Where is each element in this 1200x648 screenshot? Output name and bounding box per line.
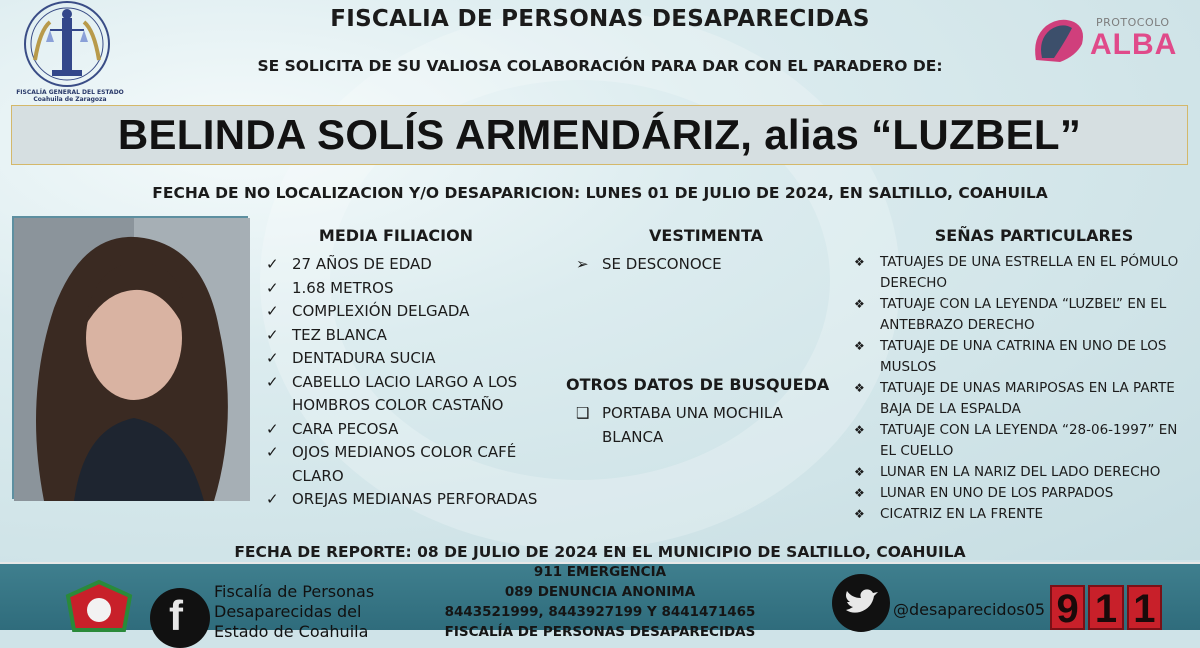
diamond-bullet-icon: ❖ — [854, 381, 865, 395]
otros-datos-list — [574, 402, 844, 449]
media-filiacion-title: MEDIA FILIACION — [318, 226, 474, 245]
list-item: ❖ TATUAJE CON LA LEYENDA “28-06-1997” EN EL CUELLO — [854, 422, 1178, 459]
page-title: FISCALIA DE PERSONAS DESAPARECIDAS — [330, 6, 870, 32]
otros-datos-title: OTROS DATOS DE BUSQUEDA — [566, 375, 830, 394]
list-item: ✓ COMPLEXIÓN DELGADA — [264, 300, 554, 324]
checkmark-icon: ✓ — [266, 349, 279, 367]
diamond-bullet-icon: ❖ — [854, 486, 865, 500]
facebook-icon[interactable]: f — [150, 588, 210, 648]
senas-title: SEÑAS PARTICULARES — [934, 226, 1134, 245]
list-item: ✓ CABELLO LACIO LARGO A LOS HOMBROS COLOR CASTAÑO — [266, 372, 518, 414]
vestimenta-list — [574, 253, 844, 277]
media-filiacion-list — [264, 253, 554, 512]
diamond-bullet-icon: ❖ — [854, 255, 865, 269]
list-item: ✓ DENTADURA SUCIA — [264, 347, 554, 371]
portrait-image — [14, 218, 250, 501]
senas-list — [852, 252, 1182, 525]
emergency-911-logo — [1050, 585, 1162, 630]
list-item: ❖ TATUAJES DE UNA ESTRELLA EN EL PÓMULO DERECHO — [854, 254, 1179, 291]
checkmark-icon: ✓ — [266, 255, 279, 273]
diamond-bullet-icon: ❖ — [854, 297, 865, 311]
twitter-icon[interactable] — [832, 574, 890, 632]
list-item: ❖ TATUAJE DE UNA CATRINA EN UNO DE LOS MUSLOS — [854, 338, 1167, 375]
list-item: ✓ TEZ BLANCA — [264, 324, 554, 348]
contact-line: FISCALÍA DE PERSONAS DESAPARECIDAS — [444, 624, 756, 640]
diamond-bullet-icon: ❖ — [854, 507, 865, 521]
arrow-bullet-icon: ➢ — [576, 255, 589, 273]
vestimenta-title: VESTIMENTA — [649, 226, 763, 245]
list-item: ➢ SE DESCONOCE — [574, 253, 844, 277]
checkmark-icon: ✓ — [266, 443, 279, 461]
justice-seal-icon — [10, 0, 125, 90]
list-item: ✓ OREJAS MEDIANAS PERFORADAS — [264, 488, 554, 512]
report-date-line: FECHA DE REPORTE: 08 DE JULIO DE 2024 EN EL MUNICIPIO DE SALTILLO, COAHUILA — [234, 543, 966, 561]
seal-caption: FISCALÍA GENERAL DEL ESTADO Coahuila de Zaragoza — [16, 89, 124, 103]
checkmark-icon: ✓ — [266, 419, 279, 438]
contact-info — [440, 562, 760, 642]
facebook-page-name[interactable]: Fiscalía de Personas Desaparecidas del Estado de Coahuila — [214, 582, 375, 641]
checkmark-icon: ✓ — [266, 325, 279, 344]
checkmark-icon: ✓ — [266, 372, 279, 391]
contact-line: 911 EMERGENCIA — [533, 564, 667, 580]
person-name-box — [11, 105, 1188, 165]
list-item: ❖ CICATRIZ EN LA FRENTE — [852, 504, 1182, 525]
list-item: ❖ LUNAR EN UNO DE LOS PARPADOS — [852, 483, 1182, 504]
list-item: ✓ 1.68 METROS — [264, 277, 554, 301]
emergency-digit: 1 — [1088, 585, 1123, 630]
shield-badge-icon — [64, 580, 134, 630]
checkmark-icon: ✓ — [266, 490, 279, 508]
checkmark-icon: ✓ — [266, 278, 279, 297]
alba-label: ALBA — [1090, 28, 1178, 61]
checkmark-icon: ✓ — [266, 302, 279, 320]
list-item: ✓ CARA PECOSA — [264, 418, 554, 442]
missing-date-line: FECHA DE NO LOCALIZACION Y/O DESAPARICION: LUNES 01 DE JULIO DE 2024, EN SALTILLO, COAHUILA — [152, 184, 1048, 202]
list-item: ❖ TATUAJE CON LA LEYENDA “LUZBEL” EN EL ANTEBRAZO DERECHO — [854, 296, 1167, 333]
page-subtitle: SE SOLICITA DE SU VALIOSA COLABORACIÓN PARA DAR CON EL PARADERO DE: — [257, 57, 943, 75]
silhouette-icon — [1030, 10, 1092, 68]
emergency-digit: 1 — [1127, 585, 1162, 630]
diamond-bullet-icon: ❖ — [854, 339, 865, 353]
protocolo-alba-logo — [1030, 10, 1185, 72]
person-name: BELINDA SOLÍS ARMENDÁRIZ, alias “LUZBEL” — [117, 111, 1082, 158]
contact-line: 8443521999, 8443927199 Y 8441471465 — [444, 604, 756, 620]
unidad-busqueda-logo — [64, 580, 134, 630]
checkbox-bullet-icon: ❑ — [576, 404, 590, 422]
list-item: ❖ LUNAR EN LA NARIZ DEL LADO DERECHO — [852, 462, 1182, 483]
twitter-handle[interactable]: @desaparecidos05 — [893, 600, 1046, 619]
list-item: ❖ TATUAJE DE UNAS MARIPOSAS EN LA PARTE BAJA DE LA ESPALDA — [854, 380, 1175, 417]
missing-person-photo — [12, 216, 248, 499]
list-item: ✓ 27 AÑOS DE EDAD — [264, 253, 554, 277]
list-item: ✓ OJOS MEDIANOS COLOR CAFÉ CLARO — [266, 443, 517, 485]
contact-line: 089 DENUNCIA ANONIMA — [504, 584, 696, 600]
list-item: ❑ PORTABA UNA MOCHILA BLANCA — [576, 404, 783, 446]
protocolo-label: PROTOCOLO — [1096, 16, 1170, 29]
fiscalia-seal-logo — [10, 0, 125, 104]
diamond-bullet-icon: ❖ — [854, 465, 865, 479]
emergency-digit: 9 — [1050, 585, 1085, 630]
diamond-bullet-icon: ❖ — [854, 423, 865, 437]
